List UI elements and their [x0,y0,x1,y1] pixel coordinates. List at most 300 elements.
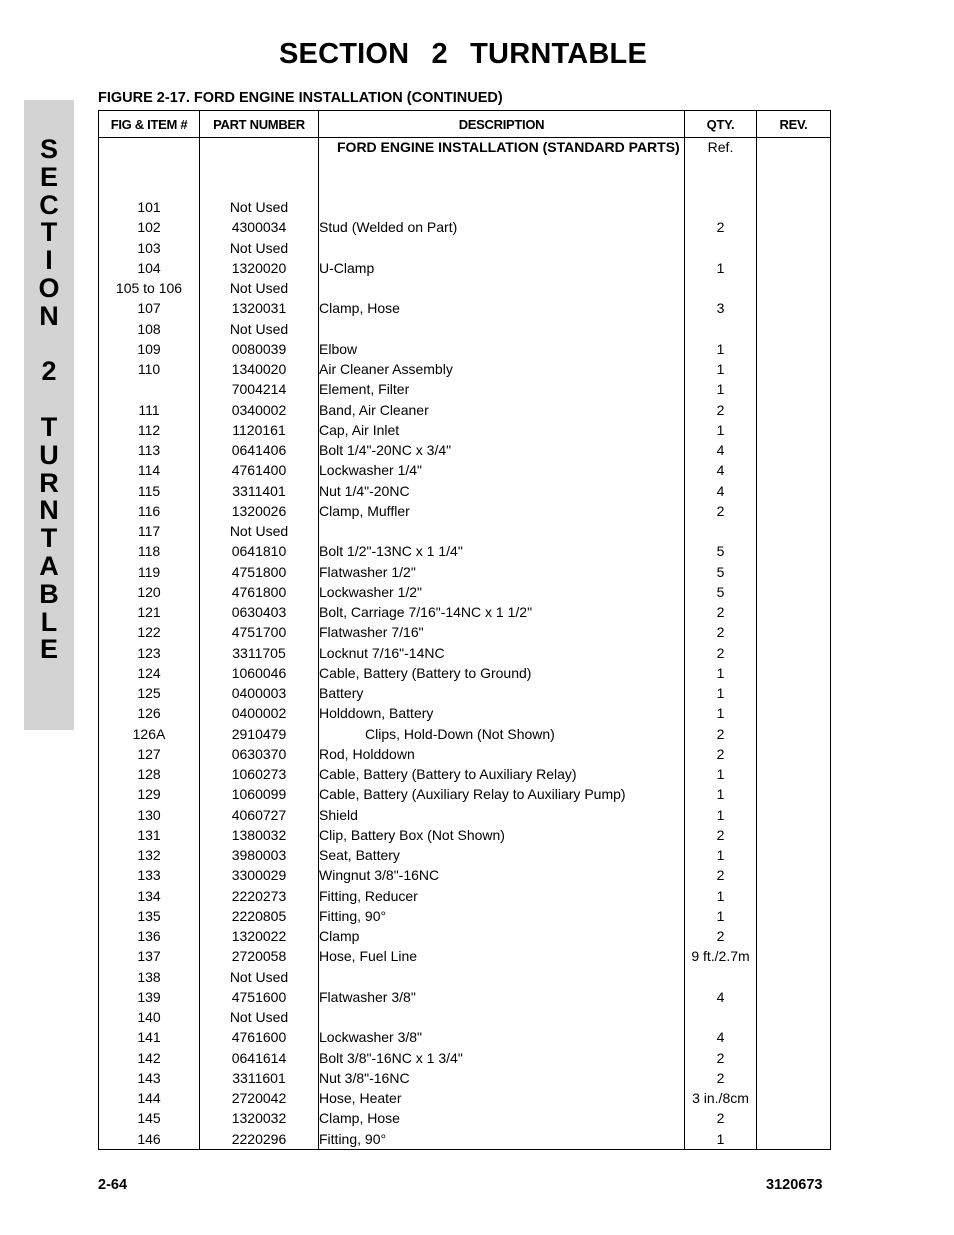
description-cell: Cable, Battery (Battery to Auxiliary Relay) [319,764,685,784]
side-tab-letter: E [39,634,58,665]
part-number-cell: Not Used [200,967,319,987]
side-tab-letter: T [40,411,58,442]
description-cell: Fitting, 90° [319,906,685,926]
part-number-cell: 1380032 [200,825,319,845]
quantity-cell [685,319,757,339]
side-tab-letter: O [38,272,60,303]
item-number-cell: 138 [99,967,200,987]
side-tab-letter: S [39,134,58,164]
part-number-cell: 1320031 [200,298,319,318]
quantity-cell: 2 [685,1048,757,1068]
revision-cell [757,805,831,825]
description-cell: Lockwasher 1/4" [319,460,685,480]
table-row [99,582,831,602]
part-number-cell: 7004214 [200,379,319,399]
revision-cell [757,825,831,845]
quantity-cell: 3 [685,298,757,318]
table-row [99,744,831,764]
description-cell: Wingnut 3/8"-16NC [319,865,685,885]
side-tab-label [24,136,74,664]
description-cell: Rod, Holddown [319,744,685,764]
part-number-cell: Not Used [200,238,319,258]
quantity-cell: 1 [685,420,757,440]
description-cell [319,967,685,987]
quantity-cell [685,238,757,258]
table-row [99,825,831,845]
quantity-cell: 1 [685,805,757,825]
part-number-cell: 3980003 [200,845,319,865]
table-row [99,886,831,906]
quantity-cell [685,521,757,541]
item-number-cell: 104 [99,258,200,278]
quantity-cell: 5 [685,541,757,561]
revision-cell [757,703,831,723]
part-number-cell: 0641810 [200,541,319,561]
revision-cell [757,460,831,480]
quantity-cell: 1 [685,784,757,804]
table-row [99,278,831,298]
quantity-cell: 1 [685,359,757,379]
description-cell: Elbow [319,339,685,359]
revision-cell [757,845,831,865]
part-number-cell: 3311601 [200,1068,319,1088]
table-row [99,562,831,582]
revision-cell [757,197,831,217]
description-cell: Flatwasher 3/8" [319,987,685,1007]
table-row [99,926,831,946]
part-number-cell: 4300034 [200,217,319,237]
item-number-cell: 135 [99,906,200,926]
part-number-cell: 1120161 [200,420,319,440]
table-row [99,683,831,703]
item-number-cell: 144 [99,1088,200,1108]
part-number-cell: 0641614 [200,1048,319,1068]
part-number-cell: 1060046 [200,663,319,683]
quantity-cell: 1 [685,886,757,906]
revision-cell [757,1068,831,1088]
quantity-cell: 1 [685,906,757,926]
description-cell: Flatwasher 7/16" [319,622,685,642]
table-row [99,440,831,460]
item-number-cell: 101 [99,197,200,217]
revision-cell [757,987,831,1007]
revision-cell [757,764,831,784]
table-row [99,906,831,926]
item-number-cell: 105 to 106 [99,278,200,298]
revision-cell [757,258,831,278]
item-number-cell: 111 [99,400,200,420]
table-row [99,420,831,440]
revision-cell [757,541,831,561]
item-number-cell: 142 [99,1048,200,1068]
quantity-cell: 2 [685,724,757,744]
table-row [99,339,831,359]
revision-cell [757,339,831,359]
quantity-cell: 1 [685,258,757,278]
side-tab-letter: T [40,217,58,248]
item-number-cell: 122 [99,622,200,642]
table-row [99,784,831,804]
side-tab-letter: B [39,578,59,609]
quantity-cell: 4 [685,460,757,480]
item-number-cell: 121 [99,602,200,622]
revision-cell [757,1007,831,1027]
revision-cell [757,319,831,339]
description-cell: Cable, Battery (Auxiliary Relay to Auxiliary Pump) [319,784,685,804]
table-row [99,602,831,622]
description-cell [319,1007,685,1027]
side-tab-letter [24,386,74,414]
part-number-cell: 0630370 [200,744,319,764]
description-cell: Holddown, Battery [319,703,685,723]
part-number-cell: Not Used [200,1007,319,1027]
item-number-cell: 128 [99,764,200,784]
side-tab-letter: A [39,550,59,581]
quantity-cell: 2 [685,602,757,622]
figure-caption: FIGURE 2-17. FORD ENGINE INSTALLATION (CONTINUED) [98,90,503,106]
part-number-cell: 4751600 [200,987,319,1007]
quantity-cell [685,197,757,217]
description-cell [319,238,685,258]
part-number-cell: 1320020 [200,258,319,278]
revision-cell [757,379,831,399]
item-number-cell: 116 [99,501,200,521]
part-number-cell: 4751700 [200,622,319,642]
description-cell: Bolt 3/8"-16NC x 1 3/4" [319,1048,685,1068]
item-number-cell: 133 [99,865,200,885]
part-number-cell: 2220273 [200,886,319,906]
description-cell: U-Clamp [319,258,685,278]
part-number-cell: 2720058 [200,946,319,966]
part-number-cell: 4761600 [200,1027,319,1047]
item-number-cell: 109 [99,339,200,359]
revision-cell [757,278,831,298]
part-number-cell: 1340020 [200,359,319,379]
quantity-cell: 1 [685,339,757,359]
item-number-cell: 127 [99,744,200,764]
description-cell: Nut 1/4"-20NC [319,481,685,501]
column-header-description: DESCRIPTION [319,111,685,138]
revision-cell [757,967,831,987]
part-number-cell: 2910479 [200,724,319,744]
revision-cell [757,784,831,804]
table-row [99,946,831,966]
table-row [99,1048,831,1068]
part-number-cell: 0400003 [200,683,319,703]
description-cell: Clamp [319,926,685,946]
page-number: 2-64 [98,1177,128,1193]
revision-cell [757,420,831,440]
part-number-cell: 2220805 [200,906,319,926]
item-number-cell: 117 [99,521,200,541]
description-cell: Bolt, Carriage 7/16"-14NC x 1 1/2" [319,602,685,622]
revision-cell [757,663,831,683]
description-cell: Cap, Air Inlet [319,420,685,440]
quantity-cell [685,967,757,987]
item-number-cell: 129 [99,784,200,804]
revision-cell [757,744,831,764]
revision-cell [757,886,831,906]
column-header-rev: REV. [757,111,831,138]
quantity-cell: 2 [685,1068,757,1088]
quantity-cell [685,278,757,298]
description-cell: Bolt 1/4"-20NC x 3/4" [319,440,685,460]
quantity-cell: 2 [685,865,757,885]
quantity-cell: 9 ft./2.7m [685,946,757,966]
parts-table [98,110,831,1150]
revision-cell [757,926,831,946]
table-row [99,724,831,744]
description-cell: Element, Filter [319,379,685,399]
quantity-cell: 1 [685,379,757,399]
table-row [99,400,831,420]
part-number-cell: 4761400 [200,460,319,480]
revision-cell [757,481,831,501]
table-row [99,1068,831,1088]
table-row [99,217,831,237]
part-number-cell: Not Used [200,521,319,541]
quantity-cell: 2 [685,400,757,420]
column-header-qty: QTY. [685,111,757,138]
table-row [99,643,831,663]
column-header-part-number: PART NUMBER [200,111,319,138]
side-tab-letter: 2 [41,356,57,387]
part-number-cell: 1060273 [200,764,319,784]
quantity-cell: 5 [685,582,757,602]
item-number-cell: 145 [99,1108,200,1128]
item-number-cell: 132 [99,845,200,865]
description-cell [319,521,685,541]
revision-cell [757,622,831,642]
part-number-cell: 2720042 [200,1088,319,1108]
side-tab-letter: E [39,161,58,192]
side-tab-letter: U [39,439,59,470]
part-number-cell: Not Used [200,319,319,339]
item-number-cell: 123 [99,643,200,663]
quantity-cell [685,1007,757,1027]
quantity-cell: 2 [685,926,757,946]
revision-cell [757,562,831,582]
table-row [99,258,831,278]
table-row [99,764,831,784]
table-row [99,197,831,217]
description-cell: Battery [319,683,685,703]
description-cell [319,197,685,217]
revision-cell [757,906,831,926]
part-number-cell: 0630403 [200,602,319,622]
item-number-cell: 103 [99,238,200,258]
table-row [99,663,831,683]
side-tab-letter: N [39,495,59,526]
description-cell [319,319,685,339]
table-row [99,1007,831,1027]
quantity-cell: 3 in./8cm [685,1088,757,1108]
table-row [99,319,831,339]
side-tab-letter: I [45,245,53,276]
side-tab-letter: R [39,467,59,498]
revision-cell [757,440,831,460]
table-row [99,359,831,379]
revision-cell [757,602,831,622]
table-row [99,238,831,258]
part-number-cell: 1320026 [200,501,319,521]
item-number-cell: 107 [99,298,200,318]
quantity-cell: 5 [685,562,757,582]
item-number-cell: 126 [99,703,200,723]
quantity-cell: 2 [685,501,757,521]
table-row [99,460,831,480]
item-number-cell: 143 [99,1068,200,1088]
item-number-cell: 114 [99,460,200,480]
item-number-cell: 141 [99,1027,200,1047]
revision-cell [757,643,831,663]
description-cell: Hose, Fuel Line [319,946,685,966]
description-cell: Clamp, Hose [319,1108,685,1128]
revision-cell [757,1129,831,1150]
side-tab-letter: C [39,189,59,220]
table-row [99,622,831,642]
table-row [99,501,831,521]
table-row [99,521,831,541]
item-number-cell [99,379,200,399]
group-heading-qty: Ref. [685,138,757,198]
quantity-cell: 1 [685,764,757,784]
description-cell: Clamp, Hose [319,298,685,318]
part-number-cell: 0340002 [200,400,319,420]
item-number-cell: 108 [99,319,200,339]
quantity-cell: 2 [685,825,757,845]
side-tab-letter: L [40,606,58,637]
part-number-cell: 0641406 [200,440,319,460]
quantity-cell: 2 [685,1108,757,1128]
description-cell: Cable, Battery (Battery to Ground) [319,663,685,683]
part-number-cell: 3300029 [200,865,319,885]
table-row [99,1108,831,1128]
description-cell: Clamp, Muffler [319,501,685,521]
description-cell: Lockwasher 3/8" [319,1027,685,1047]
quantity-cell: 1 [685,845,757,865]
part-number-cell: 4060727 [200,805,319,825]
revision-cell [757,400,831,420]
item-number-cell: 136 [99,926,200,946]
revision-cell [757,724,831,744]
part-number-cell: 1320022 [200,926,319,946]
part-number-cell: Not Used [200,197,319,217]
table-row [99,1027,831,1047]
description-cell: Clips, Hold-Down (Not Shown) [319,724,685,744]
table-row [99,703,831,723]
description-cell: Stud (Welded on Part) [319,217,685,237]
revision-cell [757,1048,831,1068]
item-number-cell: 139 [99,987,200,1007]
description-cell: Hose, Heater [319,1088,685,1108]
quantity-cell: 1 [685,683,757,703]
table-row [99,805,831,825]
description-cell: Lockwasher 1/2" [319,582,685,602]
table-row [99,541,831,561]
description-cell: Fitting, 90° [319,1129,685,1150]
item-number-cell: 140 [99,1007,200,1027]
part-number-cell: 3311401 [200,481,319,501]
revision-cell [757,501,831,521]
item-number-cell: 126A [99,724,200,744]
quantity-cell: 2 [685,643,757,663]
part-number-cell: 2220296 [200,1129,319,1150]
part-number-cell: 4751800 [200,562,319,582]
quantity-cell: 2 [685,217,757,237]
description-cell: Bolt 1/2"-13NC x 1 1/4" [319,541,685,561]
quantity-cell: 1 [685,663,757,683]
description-cell: Locknut 7/16"-14NC [319,643,685,663]
group-heading-row [99,138,831,198]
item-number-cell: 130 [99,805,200,825]
table-row [99,987,831,1007]
table-row [99,481,831,501]
table-row [99,1088,831,1108]
part-number-cell: 3311705 [200,643,319,663]
side-tab-letter [24,331,74,359]
revision-cell [757,1088,831,1108]
side-tab-letter: T [40,523,58,554]
quantity-cell: 4 [685,987,757,1007]
table-header-row [99,111,831,138]
item-number-cell: 118 [99,541,200,561]
quantity-cell: 4 [685,481,757,501]
item-number-cell: 120 [99,582,200,602]
item-number-cell: 137 [99,946,200,966]
description-cell: Seat, Battery [319,845,685,865]
table-row [99,1129,831,1150]
item-number-cell: 146 [99,1129,200,1150]
table-row [99,298,831,318]
item-number-cell: 115 [99,481,200,501]
revision-cell [757,217,831,237]
column-header-item: FIG & ITEM # [99,111,200,138]
part-number-cell: 0400002 [200,703,319,723]
description-cell: Nut 3/8"-16NC [319,1068,685,1088]
quantity-cell: 2 [685,622,757,642]
quantity-cell: 2 [685,744,757,764]
item-number-cell: 125 [99,683,200,703]
item-number-cell: 131 [99,825,200,845]
description-cell: Clip, Battery Box (Not Shown) [319,825,685,845]
revision-cell [757,1027,831,1047]
group-heading-description: FORD ENGINE INSTALLATION (STANDARD PARTS) [319,138,685,198]
part-number-cell: Not Used [200,278,319,298]
document-number: 3120673 [766,1177,823,1193]
item-number-cell: 119 [99,562,200,582]
quantity-cell: 4 [685,440,757,460]
description-cell [319,278,685,298]
description-cell: Flatwasher 1/2" [319,562,685,582]
revision-cell [757,298,831,318]
side-tab-letter: N [39,300,59,331]
revision-cell [757,1108,831,1128]
part-number-cell: 1060099 [200,784,319,804]
section-title: SECTION 2 TURNTABLE [279,38,647,70]
revision-cell [757,521,831,541]
revision-cell [757,865,831,885]
item-number-cell: 110 [99,359,200,379]
table-row [99,865,831,885]
revision-cell [757,683,831,703]
item-number-cell: 113 [99,440,200,460]
description-cell: Band, Air Cleaner [319,400,685,420]
quantity-cell: 1 [685,703,757,723]
revision-cell [757,946,831,966]
item-number-cell: 102 [99,217,200,237]
description-cell: Fitting, Reducer [319,886,685,906]
